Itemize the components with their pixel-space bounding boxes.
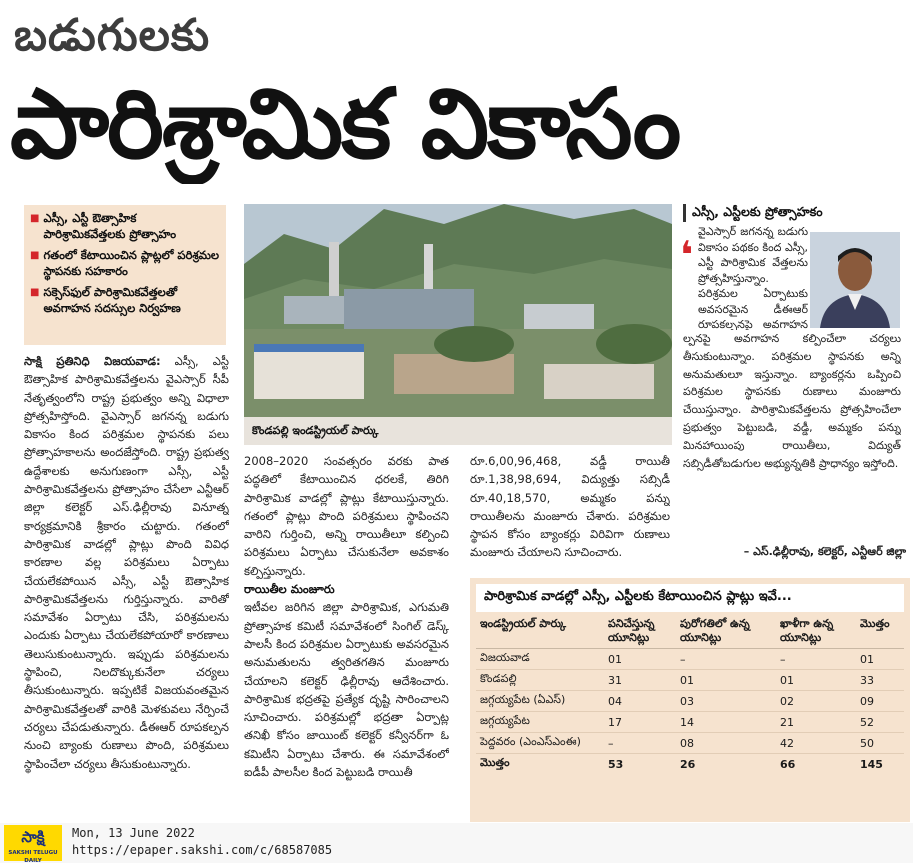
article-column-2 [244,452,449,812]
sakshi-logo[interactable] [4,825,62,864]
kicker: బడుగులకు [14,10,211,61]
highlight-item [30,210,220,242]
cell-park: విజయవాడ [476,649,604,670]
article-column-3 [470,452,670,572]
cell-working: 53 [608,757,624,771]
cell-in-progress: – [676,649,776,670]
industrial-park-photo [244,204,672,417]
cell-vacant: – [776,649,856,670]
bullet-icon: ■ [30,287,40,298]
cell-total: 145 [860,757,883,771]
cell-vacant: 42 [776,733,856,754]
cell-working: 04 [604,691,676,712]
table-row [476,649,904,670]
footer-bar [0,823,913,863]
highlight-text: గతంలో కేటాయించిన ప్లాట్లలో పరిశ్రమల స్థాపనకు సహకారం [43,248,220,278]
table-row [476,712,904,733]
cell-working: 31 [604,670,676,691]
table-title: పారిశ్రామిక వాడల్లో ఎస్సీ, ఎస్టీలకు కేటాయించిన ప్లాట్లు ఇవే... [476,584,904,612]
byline: సాక్షి ప్రతినిధి విజయవాడ: [24,354,161,368]
column-2-text-2: ఇటీవల జరిగిన జిల్లా పారిశ్రామిక, ఎగుమతి ప్రోత్సాహక కమిటీ సమావేశంలో సింగిల్‌ డెస్క్‌ పాలసీ కింద పరిశ్రమల ఏర్పాటుకు అవసరమైన అనుమతులను త్వరితగతిన మంజూరు చేయాలని కలెక్టర్‌ ఢిల్లీరావు ఆదేశించారు. పారిశ్రామిక భద్రతపై ప్రత్యేక దృష్టి సారించాలని సూచించారు. పరిశ్రమల్లో భద్రతా ఏర్పాట్ల తనిఖీ కోసం జాయింట్‌ కలెక్టర్‌ కన్వీనర్‌గా ఓ కమిటీని ఏర్పాటు చేశారు. ఈ సమావేశంలో ఐడీపీ పాలసీల కింద పెట్టుబడి రాయితీ [244,600,449,780]
cell-total: 52 [856,712,904,733]
cell-vacant: 01 [776,670,856,691]
logo-tagline: SAKSHI TELUGU DAILY [8,850,58,864]
highlight-text: సక్సెస్‌ఫుల్‌ పారిశ్రామికవేత్తలతో అవగాహన సదస్సుల నిర్వహణ [43,285,181,315]
cell-working: 01 [604,649,676,670]
highlights-box [24,205,226,345]
table-total-row [476,754,904,775]
quote-signature: – ఎస్‌.ఢిల్లీరావు, కలెక్టర్‌, ఎన్టీఆర్‌ జిల్లా [743,545,906,558]
photo-caption: కొండపల్లి ఇండస్ట్రియల్‌ పార్కు [244,417,672,445]
cell-in-progress: 01 [676,670,776,691]
quote-column-narrow [698,224,808,330]
cell-park: కొండపల్లి [476,670,604,691]
cell-in-progress: 03 [676,691,776,712]
header-total: మొత్తం [856,614,904,649]
bullet-icon: ■ [30,213,40,224]
cell-total: 33 [856,670,904,691]
logo-word: సాక్షి [21,828,45,846]
cell-in-progress: 14 [676,712,776,733]
edition-date: Mon, 13 June 2022 [72,826,195,840]
cell-in-progress: 26 [680,757,696,771]
cell-total: 50 [856,733,904,754]
table-row [476,670,904,691]
header-in-progress: పురోగతిలో ఉన్న యూనిట్లు [676,614,776,649]
column-2-text: 2008–2020 సంవత్సరం వరకు పాత పద్ధతిలో కేటాయించిన ధరలకే, తిరిగి పారిశ్రామిక వాడల్లో ప్లాట్లు కేటాయిస్తున్నారు. గతంలో ప్లాట్లు పొంది పరిశ్రమలు స్థాపించని వారిని గుర్తించి, అన్ని రాయితీలూ కల్పించి పరిశ్రమలు ఏర్పాటు చేసుకునేలా అవకాశం కల్పిస్తున్నారు. [244,454,449,578]
header-working: పనిచేస్తున్న యూనిట్లు [604,614,676,649]
table-header-row [476,614,904,649]
quote-mark-icon: ❛ [680,233,694,277]
cell-total: 01 [856,649,904,670]
highlight-text: ఎస్సీ, ఎస్టీ ఔత్సాహిక పారిశ్రామికవేత్తలకు ప్రోత్సాహం [43,211,177,241]
cell-in-progress: 08 [676,733,776,754]
table-row [476,733,904,754]
cell-park: పెద్దవరం (ఎంఎస్‌ఎంఈ) [476,733,604,754]
cell-vacant: 21 [776,712,856,733]
highlight-item [30,284,220,316]
quote-title: ఎస్సీ, ఎస్టీలకు ప్రోత్సాహకం [683,204,899,222]
cell-park: జగ్గయ్యపేట (ఏఎస్‌) [476,691,604,712]
plots-table-box [470,578,910,822]
quote-column-wide [683,330,901,542]
cell-park: జగ్గయ్యపేట [476,712,604,733]
plots-table [476,614,904,774]
column-2-subhead: రాయితీల మంజూరు [244,582,335,597]
column-3-text: రూ.6,00,96,468, వడ్డీ రాయితీ రూ.1,38,98,694, విద్యుత్తు సబ్సిడీ రూ.40,18,570, అమ్మకం పన్ను రాయితీలను మంజూరు చేశారు. పరిశ్రమల స్థాపన కోసం బ్యాంకర్లు విరివిగా రుణాలు మంజూరు చేయాలని సూచించారు. [470,454,670,560]
table-row [476,691,904,712]
headline: పారిశ్రామిక వికాసం [10,68,680,180]
header-vacant: ఖాళీగా ఉన్న యూనిట్లు [776,614,856,649]
bullet-icon: ■ [30,250,40,261]
quote-text: వైఎస్సార్‌ జగనన్న బడుగు వికాసం పథకం కింద ఎస్సీ, ఎస్టీ పారిశ్రామిక వేత్తలను ప్రోత్సహిస్తున్నాం. పరిశ్రమల ఏర్పాటుకు అవసరమైన డీఈఆర్‌ రూపకల్పనపై అవగాహన [698,225,808,330]
cell-total: 09 [856,691,904,712]
cell-working: 17 [604,712,676,733]
cell-park: మొత్తం [480,756,510,769]
cell-working: – [604,733,676,754]
epaper-link[interactable]: https://epaper.sakshi.com/c/68587085 [72,843,333,857]
quote-text-continued: ల్పనపై అవగాహన కల్పించేలా చర్యలు తీసుకుంటున్నాం. పరిశ్రమల స్థాపనకు అన్ని అనుమతులూ ఇస్తున్నాం. బ్యాంకర్లను ఒప్పించి పరిశ్రమల స్థాపనకు రుణాలు మంజూరు చేయిస్తున్నాం. పారిశ్రామికవేత్తలను ప్రోత్సహించేలా ప్రభుత్వం పెట్టుబడి, వడ్డీ, అమ్మకం పన్ను మినహాయింపు రాయితీలు, విద్యుత్‌ సబ్సిడీతోబడుగుల అభ్యున్నతికి ప్రాధాన్యం ఇస్తోంది. [683,332,901,470]
header-park: ఇండస్ట్రియల్‌ పార్కు [476,614,604,649]
highlight-item [30,247,220,279]
cell-vacant: 66 [780,757,796,771]
cell-vacant: 02 [776,691,856,712]
column-1-text: ఎస్సీ, ఎస్టీ ఔత్సాహిక పారిశ్రామికవేత్తలను వైఎస్సార్‌ సీపీ నేతృత్వంలోని రాష్ట్ర ప్రభుత్వం అన్ని విధాలా ప్రోత్సహిస్తోంది. వైఎస్సార్‌ జగనన్న బడుగు వికాసం కింద పరిశ్రమల స్థాపనకు పలు ప్రోత్సాహకాలను అందజేస్తోంది. రాష్ట్ర ప్రభుత్వ ఉద్దేశాలకు అనుగుణంగా ఎస్సీ, ఎస్టీ పారిశ్రామికవేత్తలను ప్రోత్సాహం చేసేలా ఎన్టీఆర్‌ జిల్లా కలెక్టర్‌ ఎస్‌.ఢిల్లీరావు వినూత్న కార్యక్రమానికి శ్రీకారం చుట్టారు. గతంలో పారిశ్రామిక వాడల్లో ప్లాట్లు పొంది వివిధ కారణాల వల్ల పరిశ్రమలు ఏర్పాటు చేయలేకపోయిన ఎస్సీ, ఎస్టీ ఔత్సాహిక పారిశ్రామికవేత్తలను గుర్తిస్తున్నారు. వారితో సమావేశం ఏర్పాటు చేసి, పరిశ్రమలను ఎందుకు ఏర్పాటు చేయలేకపోయారో కారణాలు తెలుసుకుంటున్నారు. ఇప్పుడు పరిశ్రమలను స్థాపించి, నిలదొక్కుకునేలా చర్యలు తీసుకుంటున్నారు. ఇప్పటికే విజయవంతమైన పారిశ్రామికవేత్తలతో వారికి మెళకువలు నేర్పించే చర్యలు చేపడుతున్నారు. డీఈఆర్‌ రూపకల్పన నుంచి బ్యాంకు రుణాలు పొంది, పరిశ్రమలు స్థాపించేలా చర్యలు తీసుకుంటున్నారు. [24,354,229,771]
collector-portrait [810,232,900,328]
article-column-1 [24,352,229,812]
